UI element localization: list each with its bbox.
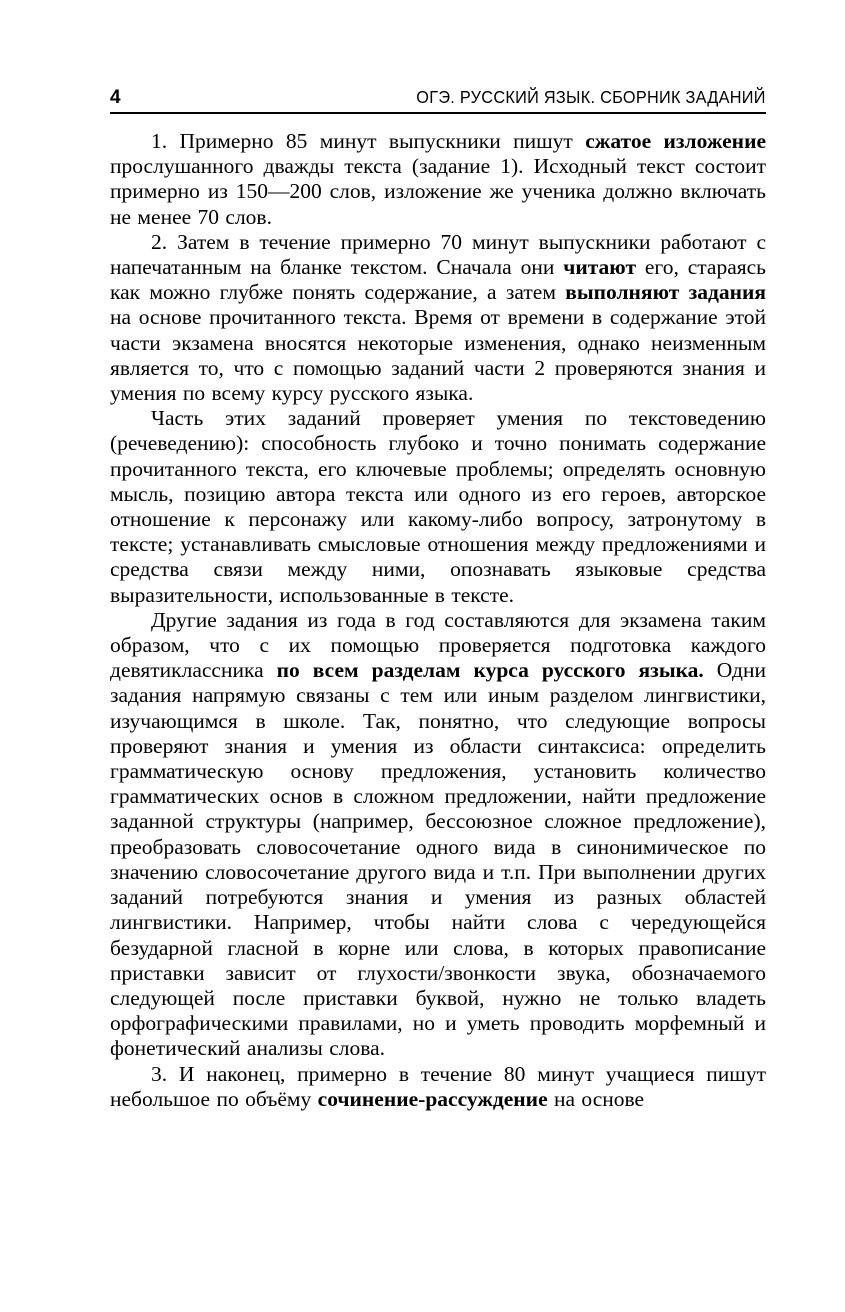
emphasized-text-run: выполняют задания — [565, 280, 766, 305]
text-run: 3. И наконец, примерно в течение 80 минут учащиеся пишут небольшое по объёму — [110, 1061, 766, 1111]
emphasized-text-run: сочинение-рассуждение — [317, 1086, 548, 1111]
text-run: его, стараясь как можно глубже понять содержание, а затем — [110, 255, 766, 305]
text-run: 2. Затем в течение примерно 70 минут выпускники работают с напечатанным на бланке текстом. Сначала они — [110, 229, 766, 280]
emphasized-text-run: сжатое изложение — [585, 129, 766, 153]
paragraph — [110, 230, 766, 406]
text-run: Другие задания из года в год составляются для экзамена таким образом, что с их помощью проверяется подготовка каждого девятиклассника — [110, 607, 766, 683]
text-run: Одни задания напрямую связаны с тем или иным разделом лингвистики, изучающимся в школе. Так, понятно, что следующие вопросы проверяют знания и умения из области синтаксиса: определить грамматическую основу предложения, установить количество грамматических основ в сложном предложении, найти предложение заданной структуры (например, бессоюзное сложное предложение), преобразовать словосочетание одного вида в синонимическое по значению словосочетание другого вида и т.п. При выполнении других заданий потребуются знания и умения из разных областей лингвистики. Например, чтобы найти слова с чередующейся безударной гласной в корне или слова, в которых правописание приставки зависит от глухости/звонкости звука, обозначаемого следующей после приставки буквой, нужно не только владеть орфографическими правилами, но и уметь проводить морфемный и фонетический анализы слова. — [110, 658, 766, 1061]
text-run: на основе прочитанного текста. Время от времени в содержание этой части экзамена вносятся некоторые изменения, однако неизменным является то, что с помощью заданий части 2 проверяются знания и умения по всему курсу русского языка. — [110, 305, 766, 406]
page-header — [110, 88, 766, 114]
page-number: 4 — [110, 87, 121, 108]
emphasized-text-run: читают — [563, 255, 637, 280]
text-run: 1. Примерно 85 минут выпускники пишут — [151, 129, 586, 153]
emphasized-text-run: по всем разделам курса русского языка. — [276, 658, 704, 683]
paragraph — [110, 406, 766, 608]
running-title: ОГЭ. РУССКИЙ ЯЗЫК. СБОРНИК ЗАДАНИЙ — [416, 87, 766, 107]
paragraph — [110, 129, 766, 230]
text-run: на основе — [547, 1086, 645, 1111]
text-run: Часть этих заданий проверяет умения по текстоведению (речеведению): способность глубоко и точно понимать содержание прочитанного текста, его ключевые проблемы; определять основную мысль, позицию автора текста или одного из его героев, авторское отношение к персонажу или какому-либо вопросу, затронутому в тексте; устанавливать смысловые отношения между предложениями и средства связи между ними, опознавать языковые средства выразительности, использованные в тексте. — [110, 406, 766, 607]
paragraph — [110, 608, 766, 1062]
paragraph — [110, 1062, 766, 1112]
page-content — [110, 88, 766, 1112]
text-run: прослушанного дважды текста (задание 1). Исходный текст состоит примерно из 150—200 слов, изложение же ученика должно включать не менее 70 слов. — [110, 154, 766, 229]
body-text — [110, 129, 766, 1112]
